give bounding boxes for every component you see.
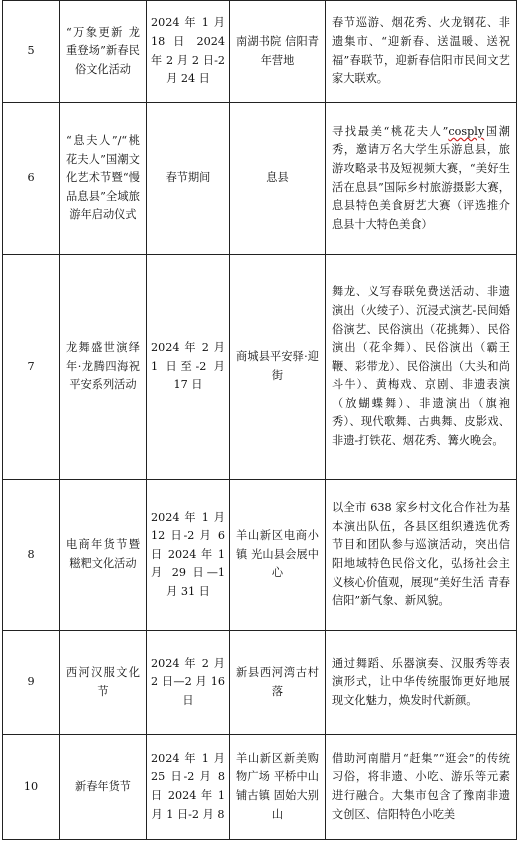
row-number: 7	[3, 255, 60, 480]
activity-time: 2024 年 1 月 12 日-2 月 6 日 2024 年 1 月 29 日—1 月 31 日	[147, 480, 230, 631]
activity-content: 通过舞蹈、乐器演奏、汉服秀等表演形式，让中华传统服饰更好地展现文化魅力，焕发时代新颜。	[326, 631, 517, 735]
table-row	[3, 735, 517, 840]
activity-name: 龙舞盛世演绎年·龙腾四海祝平安系列活动	[60, 255, 147, 480]
activity-content: 以全市 638 家乡村文化合作社为基本演出队伍，各县区组织遴选优秀节目和团队参与巡演活动，突出信阳地域特色民俗文化，弘扬社会主义核心价值观，展现“美好生活 青春信阳”新气象、新风貌。	[326, 480, 517, 631]
activity-name: 电商年货节暨糍粑文化活动	[60, 480, 147, 631]
activity-content: 春节巡游、烟花秀、火龙钢花、非遗集市、“迎新春、送温暖、送祝福”春联节，迎新春信阳市民间文艺家大联欢。	[326, 1, 517, 103]
spellcheck-mark: cosply	[448, 124, 485, 138]
activity-name: “万象更新 龙重登场”新春民俗文化活动	[60, 1, 147, 103]
row-number: 10	[3, 735, 60, 840]
table-row	[3, 103, 517, 255]
activity-name: 西河汉服文化节	[60, 631, 147, 735]
activity-place: 羊山新区新美购物广场 平桥中山铺古镇 固始大别山	[230, 735, 326, 840]
activity-place: 息县	[230, 103, 326, 255]
row-number: 8	[3, 480, 60, 631]
table-row	[3, 255, 517, 480]
activity-place: 商城县平安驿·迎街	[230, 255, 326, 480]
activity-time: 2024 年 2 月 1 日至-2 月 17 日	[147, 255, 230, 480]
activity-place: 羊山新区电商小镇 光山县会展中心	[230, 480, 326, 631]
table-row	[3, 480, 517, 631]
activity-name: 新春年货节	[60, 735, 147, 840]
activity-time: 2024 年 2 月 2 日—2 月 16 日	[147, 631, 230, 735]
activity-time: 2024 年 1 月 25 日-2 月 8 日 2024 年 1 月 1 日-2 月 8	[147, 735, 230, 840]
activity-name: “息夫人”/“桃花夫人”国潮文化艺术节暨“慢品息县”全域旅游年启动仪式	[60, 103, 147, 255]
activity-content: 舞龙、义写春联免费送活动、非遗演出（火绫子）、沉浸式演艺-民间婚俗演艺、民俗演出（花挑舞）、民俗演出（花伞舞）、民俗演出（霸王鞭、彩带龙）、民俗演出（大头和尚斗牛）、黄梅戏、京剧、非遗表演（放蝴蝶舞）、非遗演出（旗袍秀）、现代歌舞、古典舞、皮影戏、非遗-打铁花、烟花秀、篝火晚会。	[326, 255, 517, 480]
activity-time: 2024 年 1 月 18 日 2024 年 2 月 2 日-2 月 24 日	[147, 1, 230, 103]
table-row	[3, 1, 517, 103]
activity-place: 南湖书院 信阳青年营地	[230, 1, 326, 103]
row-number: 6	[3, 103, 60, 255]
activities-table	[2, 0, 517, 840]
activity-place: 新县西河湾古村落	[230, 631, 326, 735]
row-number: 9	[3, 631, 60, 735]
table-row	[3, 631, 517, 735]
row-number: 5	[3, 1, 60, 103]
activity-content: 寻找最美“桃花夫人”cosply国潮秀，邀请万名大学生乐游息县，旅游攻略录书及短视频大赛，“美好生活在息县”国际乡村旅游摄影大赛，息县特色美食厨艺大赛（评选推介息县十大特色美食）	[326, 103, 517, 255]
activity-time: 春节期间	[147, 103, 230, 255]
activity-content: 借助河南腊月“赶集”“逛会”的传统习俗，将非遗、小吃、游乐等元素进行融合。大集市包含了豫南非遗文创区、信阳特色小吃美	[326, 735, 517, 840]
